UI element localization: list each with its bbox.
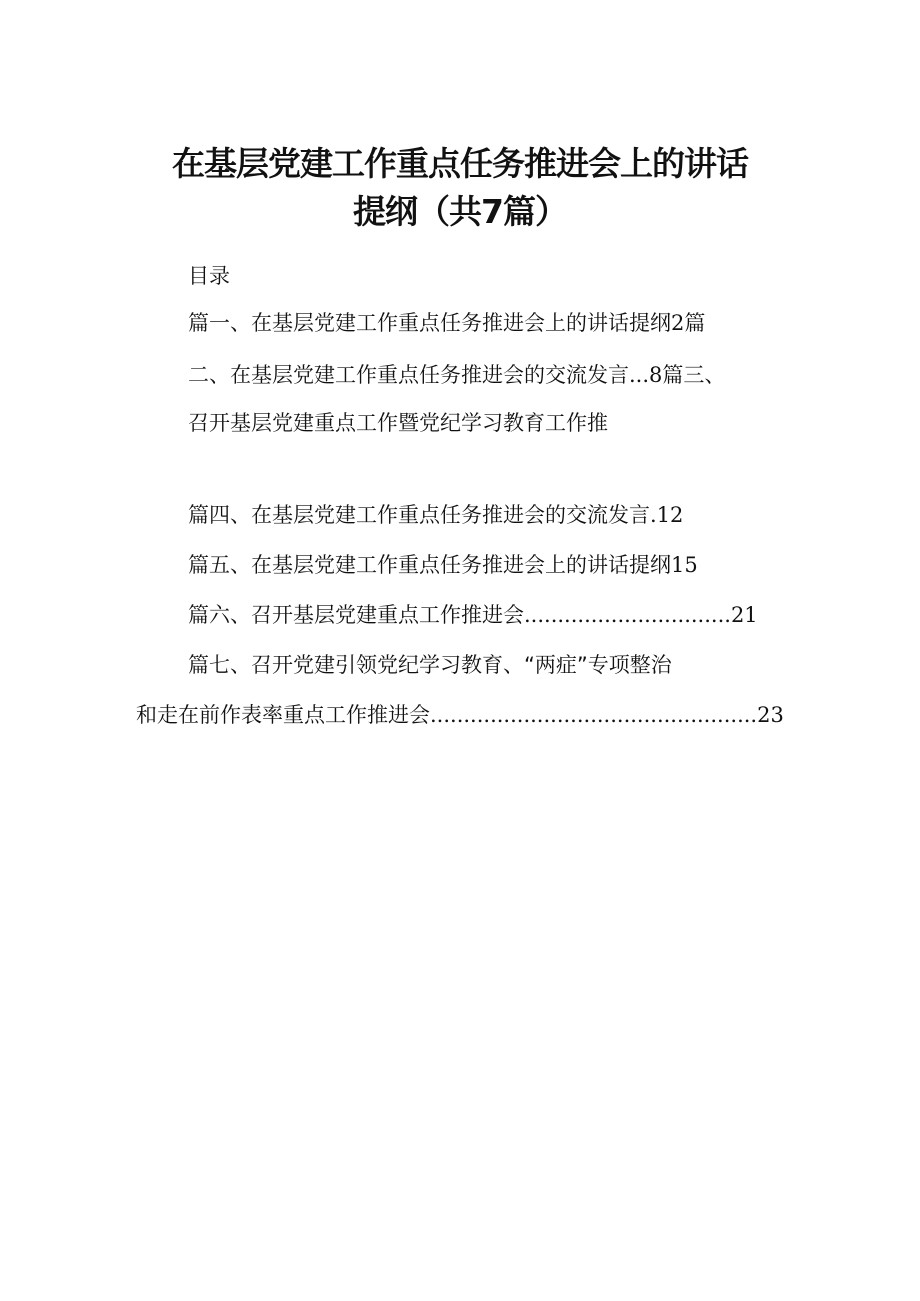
document-title-line-2: 提纲（共7篇） <box>353 192 567 231</box>
toc-entry-dots: ............................... <box>524 603 731 627</box>
toc-entry-tail: 篇三、 <box>662 363 726 387</box>
toc-entry-dots: ... <box>629 363 650 387</box>
toc-entry-text: 篇六、召开基层党建重点工作推进会 <box>188 603 524 627</box>
toc-entry-5[interactable] <box>188 550 698 580</box>
toc-entry-page: 12 <box>656 503 684 527</box>
toc-entry-page: 21 <box>730 603 758 627</box>
document-title-line-1: 在基层党建工作重点任务推进会上的讲话 <box>172 144 748 183</box>
toc-entry-7[interactable] <box>188 650 672 680</box>
toc-entry-text: 篇五、在基层党建工作重点任务推进会上的讲话提纲 <box>188 553 671 577</box>
toc-entry-page: 23 <box>757 703 784 727</box>
toc-entry-text: 和走在前作表率重点工作推进会 <box>136 703 430 727</box>
toc-entry-text: 篇一、在基层党建工作重点任务推进会上的讲话提纲 <box>188 311 671 335</box>
toc-entry-1[interactable] <box>188 308 705 338</box>
toc-entry-6[interactable] <box>188 600 758 630</box>
toc-entry-3[interactable] <box>188 408 608 438</box>
toc-entry-text: 篇四、在基层党建工作重点任务推进会的交流发言 <box>188 503 650 527</box>
toc-entry-dots: . <box>650 503 657 527</box>
toc-entry-page: 8 <box>649 363 663 387</box>
toc-entry-page: 15 <box>671 553 698 577</box>
toc-entry-text: 召开基层党建重点工作暨党纪学习教育工作推 <box>188 411 608 435</box>
toc-heading: 目录 <box>188 264 230 288</box>
toc-entry-4[interactable] <box>188 500 683 530</box>
toc-entry-page: 2 <box>671 311 685 335</box>
toc-entry-text: 二、在基层党建工作重点任务推进会的交流发言 <box>188 363 629 387</box>
toc-entry-dots: ................................................. <box>430 703 758 727</box>
toc-entry-7-continued[interactable] <box>136 700 784 730</box>
toc-entry-tail: 篇 <box>684 311 706 335</box>
toc-entry-text: 篇七、召开党建引领党纪学习教育、“两症”专项整治 <box>188 653 672 677</box>
toc-entry-2[interactable] <box>188 360 725 390</box>
